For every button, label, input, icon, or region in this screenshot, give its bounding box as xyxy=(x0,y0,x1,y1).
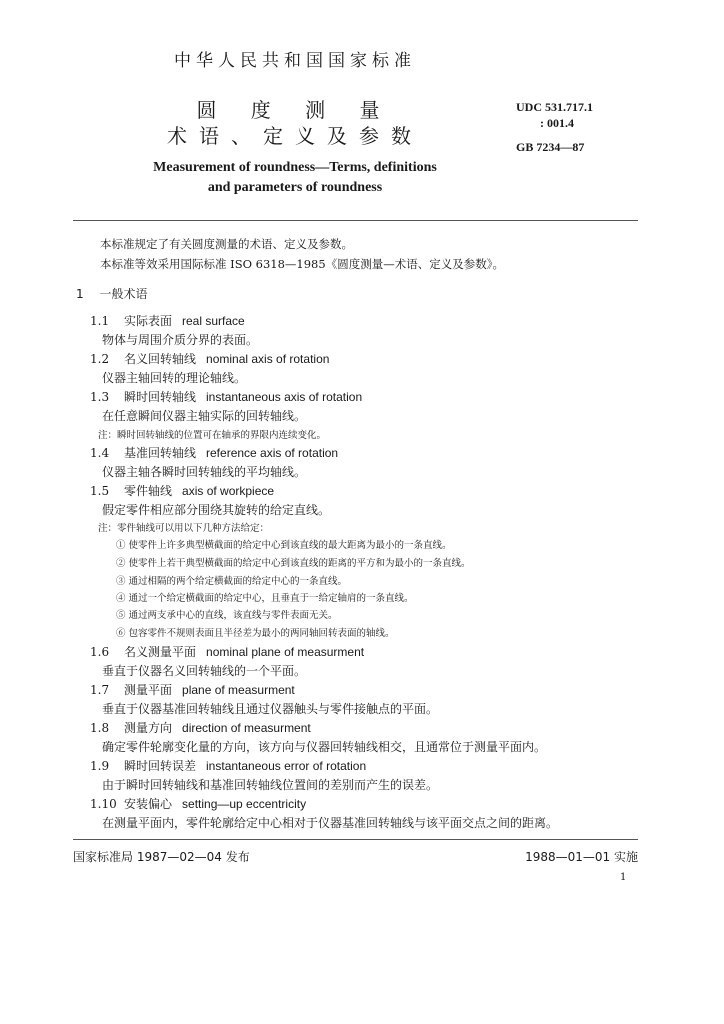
term-en: instantaneous error of rotation xyxy=(206,759,367,773)
section-1-heading xyxy=(76,285,147,302)
term-1-1 xyxy=(90,312,245,329)
term-number: 1.10 xyxy=(90,797,117,811)
page-number: 1 xyxy=(620,872,627,883)
term-number: 1.7 xyxy=(90,683,110,697)
term-definition: 在测量平面内，零件轮廓给定中心相对于仪器基准回转轴线与该平面交点之间的距离。 xyxy=(102,816,559,830)
term-1-7 xyxy=(90,681,295,698)
note-list-item: ⑤ 通过两支承中心的直线，该直线与零件表面无关。 xyxy=(116,610,338,621)
term-number: 1.2 xyxy=(90,352,110,366)
term-definition: 垂直于仪器名义回转轴线的一个平面。 xyxy=(102,664,307,678)
term-definition: 在任意瞬间仪器主轴实际的回转轴线。 xyxy=(102,409,307,423)
term-definition: 确定零件轮廓变化量的方向，该方向与仪器回转轴线相交，且通常位于测量平面内。 xyxy=(102,740,547,754)
term-1-10 xyxy=(90,795,306,812)
term-number: 1.3 xyxy=(90,390,110,404)
term-definition: 垂直于仪器基准回转轴线且通过仪器触头与零件接触点的平面。 xyxy=(102,702,439,716)
section-title: 一般术语 xyxy=(99,287,148,301)
term-1-8 xyxy=(90,719,311,736)
english-title-line1: Measurement of roundness—Terms, definitions xyxy=(153,160,437,175)
note-list-item: ④ 通过一个给定横截面的给定中心，且垂直于一给定轴肩的一条直线。 xyxy=(116,593,414,604)
term-en: setting—up eccentricity xyxy=(182,797,307,811)
effective-date: 1988—01—01 实施 xyxy=(525,850,638,864)
term-en: real surface xyxy=(182,314,245,328)
header-divider xyxy=(73,220,638,221)
standard-name: 中华人民共和国国家标准 xyxy=(174,51,416,71)
term-1-9 xyxy=(90,757,366,774)
udc-line2: : 001.4 xyxy=(540,116,574,130)
term-1-5 xyxy=(90,482,274,499)
term-zh: 测量平面 xyxy=(124,683,173,697)
note-list-item: ① 使零件上许多典型横截面的给定中心到该直线的最大距离为最小的一条直线。 xyxy=(116,540,452,551)
term-zh: 瞬时回转误差 xyxy=(124,759,197,773)
note-list-item: ② 使零件上若干典型横截面的给定中心到该直线的距离的平方和为最小的一条直线。 xyxy=(116,558,471,569)
term-definition: 仪器主轴回转的理论轴线。 xyxy=(102,371,247,385)
term-1-3 xyxy=(90,388,362,405)
english-title-line2: and parameters of roundness xyxy=(207,180,383,195)
udc-line1: UDC 531.717.1 xyxy=(516,100,593,114)
term-en: nominal plane of measurment xyxy=(206,645,365,659)
issue-date: 国家标准局 1987—02—04 发布 xyxy=(73,850,250,864)
term-zh: 实际表面 xyxy=(124,314,173,328)
note-list-item: ③ 通过相隔的两个给定横截面的给定中心的一条直线。 xyxy=(116,576,348,587)
term-en: nominal axis of rotation xyxy=(206,352,330,366)
term-1-2 xyxy=(90,350,329,367)
term-en: direction of measurment xyxy=(182,721,311,735)
section-number: 1 xyxy=(76,287,84,301)
footer-divider xyxy=(73,839,638,840)
term-number: 1.4 xyxy=(90,446,110,460)
term-definition: 由于瞬时回转轴线和基准回转轴线位置间的差别而产生的误差。 xyxy=(102,778,439,792)
term-definition: 仪器主轴各瞬时回转轴线的平均轴线。 xyxy=(102,465,307,479)
term-definition: 假定零件相应部分围绕其旋转的给定直线。 xyxy=(102,503,331,517)
term-zh: 名义回转轴线 xyxy=(124,352,197,366)
term-number: 1.5 xyxy=(90,484,110,498)
term-en: plane of measurment xyxy=(182,683,295,697)
gb-code: GB 7234—87 xyxy=(516,140,585,154)
term-zh: 瞬时回转轴线 xyxy=(124,390,197,404)
term-number: 1.1 xyxy=(90,314,110,328)
term-en: axis of workpiece xyxy=(182,484,275,498)
term-number: 1.6 xyxy=(90,645,110,659)
term-definition: 物体与周围介质分界的表面。 xyxy=(102,333,259,347)
title-line2: 术语、定义及参数 xyxy=(167,124,423,148)
term-number: 1.8 xyxy=(90,721,110,735)
term-zh: 基准回转轴线 xyxy=(124,446,197,460)
term-zh: 名义测量平面 xyxy=(124,645,197,659)
term-note: 注：零件轴线可以用以下几种方法给定： xyxy=(98,523,270,534)
term-number: 1.9 xyxy=(90,759,110,773)
note-list-item: ⑥ 包容零件不规则表面且半径差为最小的两同轴回转表面的轴线。 xyxy=(116,628,395,639)
intro-line-1: 本标准规定了有关圆度测量的术语、定义及参数。 xyxy=(100,237,353,251)
term-1-6 xyxy=(90,643,364,660)
term-zh: 测量方向 xyxy=(124,721,173,735)
term-1-4 xyxy=(90,444,338,461)
intro-line-2: 本标准等效采用国际标准 ISO 6318—1985《圆度测量—术语、定义及参数》。 xyxy=(100,257,504,271)
term-zh: 安装偏心 xyxy=(124,797,173,811)
term-en: reference axis of rotation xyxy=(206,446,339,460)
title-line1: 圆 度 测 量 xyxy=(196,98,394,122)
term-en: instantaneous axis of rotation xyxy=(206,390,363,404)
term-zh: 零件轴线 xyxy=(124,484,173,498)
term-note: 注：瞬时回转轴线的位置可在轴承的界限内连续变化。 xyxy=(98,430,327,441)
